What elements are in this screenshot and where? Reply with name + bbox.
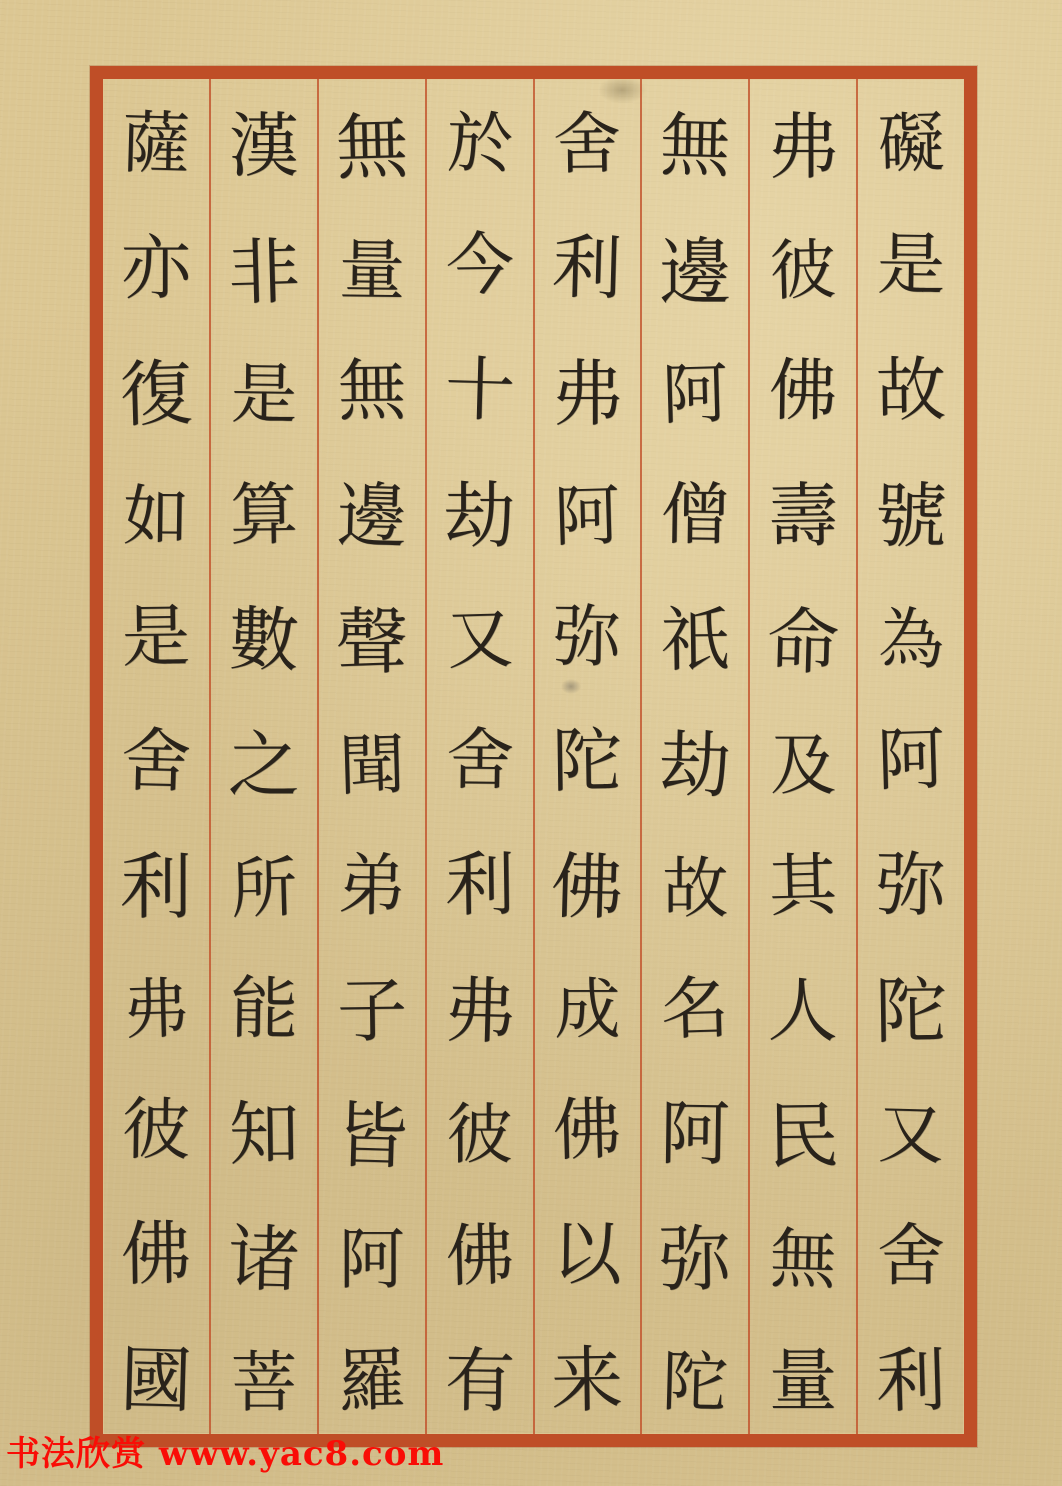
calligraphy-char: 如: [122, 477, 190, 556]
calligraphy-char: 聞: [337, 725, 406, 805]
calligraphy-char: 弥: [552, 597, 622, 678]
calligraphy-char: 弗: [121, 970, 190, 1049]
calligraphy-char: 故: [875, 348, 947, 432]
calligraphy-char: 漢: [228, 105, 299, 187]
calligraphy-grid: [103, 79, 964, 1434]
calligraphy-char: 阿: [661, 355, 730, 435]
calligraphy-char: 弥: [875, 843, 947, 927]
calligraphy-char: 利: [874, 1338, 948, 1423]
calligraphy-char: 劫: [443, 473, 516, 558]
calligraphy-char: 阿: [553, 477, 622, 556]
calligraphy-char: 其: [768, 846, 839, 928]
calligraphy-char: 弗: [442, 968, 517, 1055]
calligraphy-column: [317, 79, 425, 1434]
calligraphy-char: 阿: [875, 720, 947, 802]
calligraphy-char: 人: [767, 969, 839, 1053]
calligraphy-char: 利: [551, 226, 624, 311]
calligraphy-char: 佛: [444, 1215, 515, 1297]
calligraphy-column: [640, 79, 748, 1434]
calligraphy-char: 今: [444, 225, 515, 306]
calligraphy-char: 佛: [768, 351, 838, 432]
calligraphy-char: 又: [877, 1095, 946, 1175]
calligraphy-column: [856, 79, 964, 1434]
calligraphy-char: 礙: [876, 104, 946, 183]
calligraphy-char: 無: [769, 1220, 838, 1300]
calligraphy-char: 邊: [659, 229, 732, 314]
calligraphy-char: 菩: [230, 1344, 297, 1421]
calligraphy-char: 以: [551, 1212, 624, 1296]
calligraphy-char: 數: [227, 597, 300, 682]
manuscript-frame: [90, 66, 977, 1447]
calligraphy-char: 舍: [877, 1216, 946, 1296]
calligraphy-column: [425, 79, 533, 1434]
calligraphy-char: 彼: [769, 230, 838, 310]
calligraphy-char: 祇: [659, 598, 731, 682]
calligraphy-char: 是: [121, 597, 191, 678]
calligraphy-char: 弥: [658, 1216, 732, 1302]
calligraphy-char: 量: [769, 1341, 838, 1421]
calligraphy-char: 之: [227, 723, 300, 808]
calligraphy-char: 薩: [120, 104, 192, 185]
calligraphy-char: 是: [230, 355, 298, 434]
calligraphy-char: 能: [229, 969, 299, 1050]
calligraphy-char: 量: [338, 231, 406, 310]
calligraphy-char: 佛: [552, 1090, 623, 1171]
calligraphy-char: 佛: [120, 1212, 192, 1296]
calligraphy-column: [533, 79, 641, 1434]
calligraphy-char: 十: [443, 347, 516, 432]
calligraphy-char: 於: [446, 104, 514, 183]
calligraphy-char: 名: [660, 969, 731, 1051]
calligraphy-char: 弗: [551, 351, 624, 436]
calligraphy-char: 非: [226, 228, 301, 315]
calligraphy-char: 阿: [659, 1092, 731, 1176]
calligraphy-char: 诸: [226, 1216, 301, 1303]
calligraphy-char: 舍: [445, 720, 515, 801]
calligraphy-char: 壽: [767, 474, 839, 558]
calligraphy-char: 知: [228, 1092, 300, 1176]
calligraphy-char: 僧: [660, 476, 730, 556]
calligraphy-char: 民: [766, 1093, 840, 1179]
calligraphy-char: 子: [336, 969, 408, 1053]
calligraphy-char: 陀: [661, 1343, 730, 1422]
calligraphy-column: [209, 79, 317, 1434]
calligraphy-char: 劫: [658, 722, 733, 809]
calligraphy-column: [103, 79, 209, 1434]
calligraphy-char: 佛: [550, 843, 625, 930]
calligraphy-char: 羅: [336, 1340, 407, 1422]
calligraphy-char: 舍: [552, 104, 622, 185]
calligraphy-char: 阿: [338, 1221, 405, 1299]
calligraphy-char: 利: [119, 844, 192, 929]
calligraphy-char: 是: [876, 225, 946, 306]
site-watermark: 书法欣赏 www.yac8.com: [6, 1434, 445, 1474]
calligraphy-column: [748, 79, 856, 1434]
calligraphy-char: 所: [229, 849, 298, 929]
calligraphy-char: 無: [334, 104, 409, 190]
calligraphy-char: 及: [770, 726, 837, 804]
calligraphy-char: 来: [550, 1337, 625, 1423]
calligraphy-char: 成: [554, 970, 621, 1048]
calligraphy-char: 無: [337, 351, 407, 432]
calligraphy-char: 弟: [337, 846, 407, 927]
calligraphy-char: 算: [229, 476, 299, 556]
calligraphy-char: 復: [118, 350, 194, 437]
calligraphy-char: 彼: [446, 1096, 513, 1174]
calligraphy-char: 利: [443, 843, 516, 927]
calligraphy-char: 故: [662, 850, 729, 928]
calligraphy-char: 號: [873, 472, 949, 559]
calligraphy-char: 陀: [551, 719, 624, 803]
calligraphy-char: 命: [766, 598, 841, 685]
calligraphy-char: 舍: [119, 719, 193, 804]
calligraphy-char: 為: [878, 600, 945, 678]
calligraphy-char: 國: [118, 1336, 194, 1423]
calligraphy-char: 陀: [874, 968, 948, 1054]
calligraphy-char: 聲: [335, 599, 408, 684]
calligraphy-char: 亦: [120, 227, 191, 310]
calligraphy-char: 邊: [335, 474, 408, 558]
calligraphy-char: 無: [659, 104, 732, 188]
calligraphy-char: 又: [445, 599, 514, 679]
calligraphy-char: 有: [443, 1339, 516, 1423]
calligraphy-char: 皆: [334, 1093, 409, 1180]
calligraphy-char: 彼: [121, 1090, 191, 1171]
calligraphy-char: 弗: [767, 105, 840, 189]
